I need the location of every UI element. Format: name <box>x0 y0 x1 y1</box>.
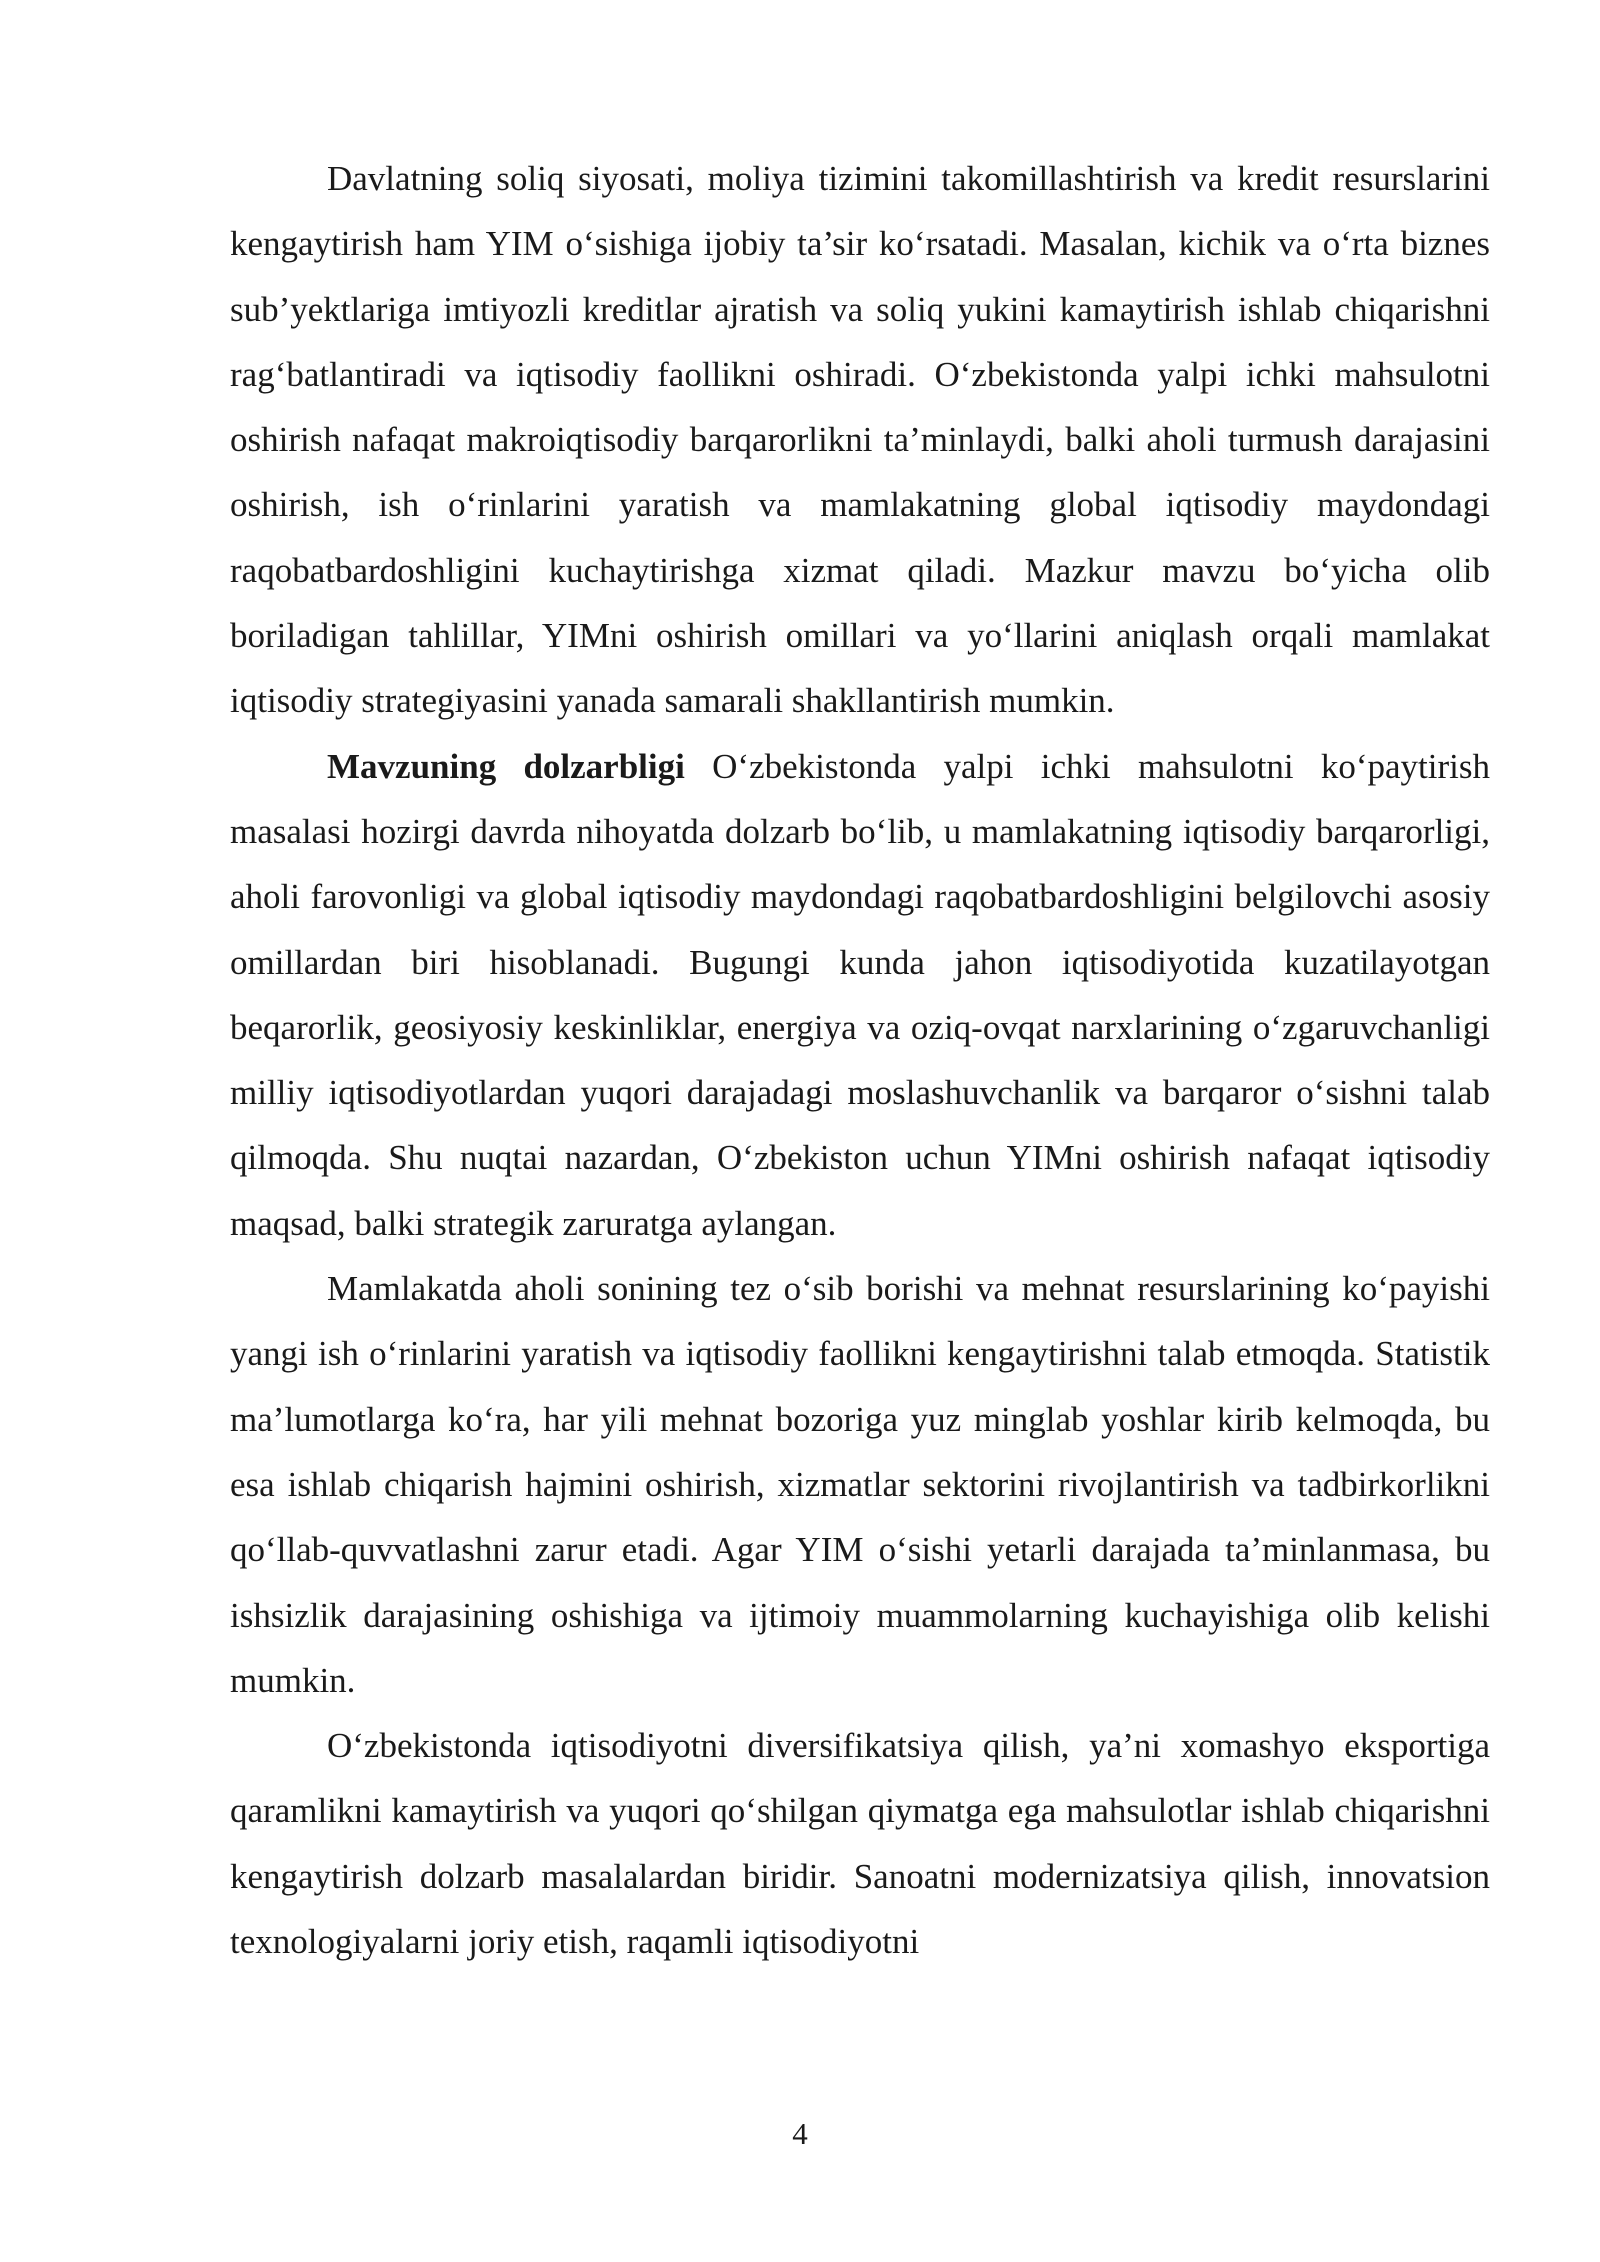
paragraph-text: Mamlakatda aholi sonining tez o‘sib borishi va mehnat resurslarining ko‘payishi yangi ish o‘rinlarini yaratish va iqtisodiy faollikni kengaytirishni talab etmoqda. Statistik ma’lumotlarga ko‘ra, har yili mehnat bozoriga yuz minglab yoshlar kirib kelmoqda, bu esa ishlab chiqarish hajmini oshirish, xizmatlar sektorini rivojlantirish va tadbirkorlikni qo‘llab-quvvatlashni zarur etadi. Agar YIM o‘sishi yetarli darajada ta’minlanmasa, bu ishsizlik darajasining oshishiga va ijtimoiy muammolarning kuchayishiga olib kelishi mumkin. <box>230 1269 1490 1700</box>
paragraph-text: O‘zbekistonda iqtisodiyotni diversifikatsiya qilish, ya’ni xomashyo eksportiga qaramlikni kamaytirish va yuqori qo‘shilgan qiymatga ega mahsulotlar ishlab chiqarishni kengaytirish dolzarb masalalardan biridir. Sanoatni modernizatsiya qilish, innovatsion texnologiyalarni joriy etish, raqamli iqtisodiyotni <box>230 1726 1490 1962</box>
paragraph-text: Davlatning soliq siyosati, moliya tizimini takomillashtirish va kredit resurslarini kengaytirish ham YIM o‘sishiga ijobiy ta’sir ko‘rsatadi. Masalan, kichik va o‘rta biznes sub’yektlariga imtiyozli kreditlar ajratish va soliq yukini kamaytirish ishlab chiqarishni rag‘batlantiradi va iqtisodiy faollikni oshiradi. O‘zbekistonda yalpi ichki mahsulotni oshirish nafaqat makroiqtisodiy barqarorlikni ta’minlaydi, balki aholi turmush darajasini oshirish, ish o‘rinlarini yaratish va mamlakatning global iqtisodiy maydondagi raqobatbardoshligini kuchaytirishga xizmat qiladi. Mazkur mavzu bo‘yicha olib boriladigan tahlillar, YIMni oshirish omillari va yo‘llarini aniqlash orqali mamlakat iqtisodiy strategiyasini yanada samarali shakllantirish mumkin. <box>230 159 1490 721</box>
paragraph-2 <box>230 734 1490 1256</box>
paragraph-3 <box>230 1256 1490 1713</box>
paragraph-text: O‘zbekistonda yalpi ichki mahsulotni ko‘paytirish masalasi hozirgi davrda nihoyatda dolzarb bo‘lib, u mamlakatning iqtisodiy barqarorligi, aholi farovonligi va global iqtisodiy maydondagi raqobatbardoshligini belgilovchi asosiy omillardan biri hisoblanadi. Bugungi kunda jahon iqtisodiyotida kuzatilayotgan beqarorlik, geosiyosiy keskinliklar, energiya va oziq-ovqat narxlarining o‘zgaruvchanligi milliy iqtisodiyotlardan yuqori darajadagi moslashuvchanlik va barqaror o‘sishni talab qilmoqda. Shu nuqtai nazardan, O‘zbekiston uchun YIMni oshirish nafaqat iqtisodiy maqsad, balki strategik zaruratga aylangan. <box>230 746 1490 1243</box>
paragraph-bold-lead: Mavzuning dolzarbligi <box>327 746 685 786</box>
document-page <box>230 146 1490 1974</box>
paragraph-4 <box>230 1713 1490 1974</box>
paragraph-1 <box>230 146 1490 734</box>
page-number: 4 <box>792 2116 808 2151</box>
